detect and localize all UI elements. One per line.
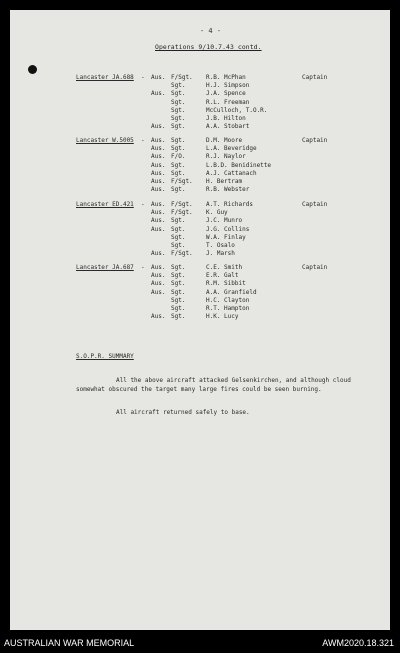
crew-nationality: Aus. — [151, 123, 166, 131]
crew-name: A.A. Stobart — [206, 123, 250, 131]
crew-rank: Sgt. — [171, 272, 186, 280]
crew-row — [76, 115, 316, 123]
crew-rank: Sgt. — [171, 313, 186, 321]
crew-row — [76, 280, 316, 288]
crew-row — [76, 305, 316, 313]
crew-rank: Sgt. — [171, 304, 186, 312]
page-number: - 4 - — [200, 27, 222, 35]
crew-nationality: Aus. — [151, 169, 166, 177]
crew-row — [76, 242, 316, 250]
crew-rank: Sgt. — [171, 280, 186, 288]
aircraft-label: Lancaster ED.421 — [76, 201, 134, 208]
crew-row — [76, 186, 316, 194]
aircraft-crew-block — [76, 264, 328, 321]
crew-nationality: Aus. — [151, 201, 166, 208]
crew-row — [76, 297, 316, 305]
crew-name: J.C. Munro — [206, 217, 243, 225]
crew-nationality: Aus. — [151, 313, 166, 321]
separator-dash: - — [141, 74, 145, 81]
crew-row — [76, 107, 316, 115]
crew-rank: Sgt. — [171, 123, 186, 131]
aircraft-label: Lancaster JA.687 — [76, 264, 134, 271]
crew-rank: F/O. — [171, 153, 186, 161]
crew-nationality: Aus. — [151, 137, 166, 144]
crew-rank: Sgt. — [171, 296, 186, 304]
crew-name: L.A. Beveridge — [206, 145, 257, 153]
crew-name: R.B. Webster — [206, 186, 250, 194]
crew-name: H.K. Lucy — [206, 313, 239, 321]
crew-rank: Sgt. — [171, 225, 186, 233]
crew-name: D.M. Moore — [206, 137, 243, 144]
crew-rank: Sgt. — [171, 82, 186, 90]
crew-row — [76, 250, 316, 258]
crew-rank: Sgt. — [171, 217, 186, 225]
crew-rank: F/Sgt. — [171, 201, 193, 208]
crew-row — [76, 289, 316, 297]
crew-name: R.L. Freeman — [206, 98, 250, 106]
crew-name: E.R. Galt — [206, 272, 239, 280]
aircraft-crew-block — [76, 137, 328, 194]
summary-paragraph-2: All aircraft returned safely to base. — [116, 409, 250, 416]
crew-nationality: Aus. — [151, 186, 166, 194]
crew-name: A.J. Cattanach — [206, 169, 257, 177]
crew-row — [76, 99, 316, 107]
crew-rank: Sgt. — [171, 186, 186, 194]
captain-label: Captain — [302, 201, 328, 208]
crew-row — [76, 82, 316, 90]
captain-label: Captain — [302, 137, 328, 144]
document-page — [10, 10, 390, 630]
crew-row — [76, 153, 316, 161]
crew-name: R.T. Hampton — [206, 304, 250, 312]
separator-dash: - — [141, 137, 145, 144]
separator-dash: - — [141, 264, 145, 271]
crew-row — [76, 234, 316, 242]
crew-rank: Sgt. — [171, 233, 186, 241]
crew-nationality: Aus. — [151, 74, 166, 81]
crew-rank: Sgt. — [171, 241, 186, 249]
crew-name: McCulloch, T.O.R. — [206, 106, 268, 114]
crew-row — [76, 272, 316, 280]
captain-label: Captain — [302, 264, 328, 271]
crew-row — [76, 90, 316, 98]
crew-row — [76, 178, 316, 186]
crew-rank: Sgt. — [171, 288, 186, 296]
crew-nationality: Aus. — [151, 90, 166, 98]
crew-rank: Sgt. — [171, 161, 186, 169]
aircraft-crew-block — [76, 74, 328, 131]
crew-name: W.A. Finlay — [206, 233, 246, 241]
page-title: Operations 9/10.7.43 contd. — [155, 43, 262, 51]
aircraft-label: Lancaster JA.688 — [76, 74, 134, 81]
crew-name: H. Bertram — [206, 177, 243, 185]
footer-right: AWM2020.18.321 — [322, 638, 394, 648]
crew-rank: Sgt. — [171, 169, 186, 177]
punch-hole — [28, 65, 37, 74]
crew-nationality: Aus. — [151, 264, 166, 271]
crew-name: T. Osalo — [206, 241, 235, 249]
crew-name: K. Guy — [206, 209, 228, 217]
crew-row — [76, 123, 316, 131]
crew-name: J.B. Hilton — [206, 114, 246, 122]
aircraft-crew-block — [76, 201, 328, 258]
crew-row — [76, 226, 316, 234]
summary-paragraph-1: All the above aircraft attacked Gelsenkirchen, and although cloud somewhat obscured the target many large fires could be seen burning. — [76, 377, 351, 393]
crew-row — [76, 209, 316, 217]
crew-name: L.B.D. Benidinette — [206, 161, 272, 169]
crew-nationality: Aus. — [151, 161, 166, 169]
crew-name: J.G. Collins — [206, 225, 250, 233]
crew-rank: Sgt. — [171, 90, 186, 98]
crew-rank: Sgt. — [171, 145, 186, 153]
crew-name: H.J. Simpson — [206, 82, 250, 90]
crew-rank: Sgt. — [171, 98, 186, 106]
crew-row — [76, 264, 316, 272]
crew-name: A.A. Granfield — [206, 288, 257, 296]
crew-nationality: Aus. — [151, 280, 166, 288]
crew-rank: F/Sgt. — [171, 74, 193, 81]
crew-row — [76, 74, 316, 82]
crew-row — [76, 170, 316, 178]
crew-name: A.T. Richards — [206, 201, 253, 208]
crew-rank: Sgt. — [171, 264, 186, 271]
crew-name: C.E. Smith — [206, 264, 243, 271]
footer-left: AUSTRALIAN WAR MEMORIAL — [4, 638, 135, 648]
crew-nationality: Aus. — [151, 177, 166, 185]
crew-row — [76, 162, 316, 170]
crew-name: R.M. Sibbit — [206, 280, 246, 288]
crew-row — [76, 313, 316, 321]
crew-name: J.A. Spence — [206, 90, 246, 98]
crew-nationality: Aus. — [151, 272, 166, 280]
crew-name: J. Marsh — [206, 250, 235, 258]
crew-nationality: Aus. — [151, 153, 166, 161]
crew-nationality: Aus. — [151, 217, 166, 225]
crew-nationality: Aus. — [151, 250, 166, 258]
crew-nationality: Aus. — [151, 209, 166, 217]
crew-name: H.C. Clayton — [206, 296, 250, 304]
crew-row — [76, 217, 316, 225]
crew-rank: F/Sgt. — [171, 250, 193, 258]
crew-rank: Sgt. — [171, 106, 186, 114]
crew-name: R.B. McPhan — [206, 74, 246, 81]
crew-row — [76, 201, 316, 209]
crew-nationality: Aus. — [151, 225, 166, 233]
crew-row — [76, 137, 316, 145]
crew-rank: F/Sgt. — [171, 209, 193, 217]
crew-rank: Sgt. — [171, 114, 186, 122]
separator-dash: - — [141, 201, 145, 208]
crew-rank: Sgt. — [171, 137, 186, 144]
captain-label: Captain — [302, 74, 328, 81]
crew-rank: F/Sgt. — [171, 177, 193, 185]
aircraft-label: Lancaster W.5005 — [76, 137, 134, 144]
crew-nationality: Aus. — [151, 145, 166, 153]
crew-name: R.J. Naylor — [206, 153, 246, 161]
crew-nationality: Aus. — [151, 288, 166, 296]
crew-row — [76, 145, 316, 153]
summary-heading: S.O.P.R. SUMMARY — [76, 353, 134, 360]
